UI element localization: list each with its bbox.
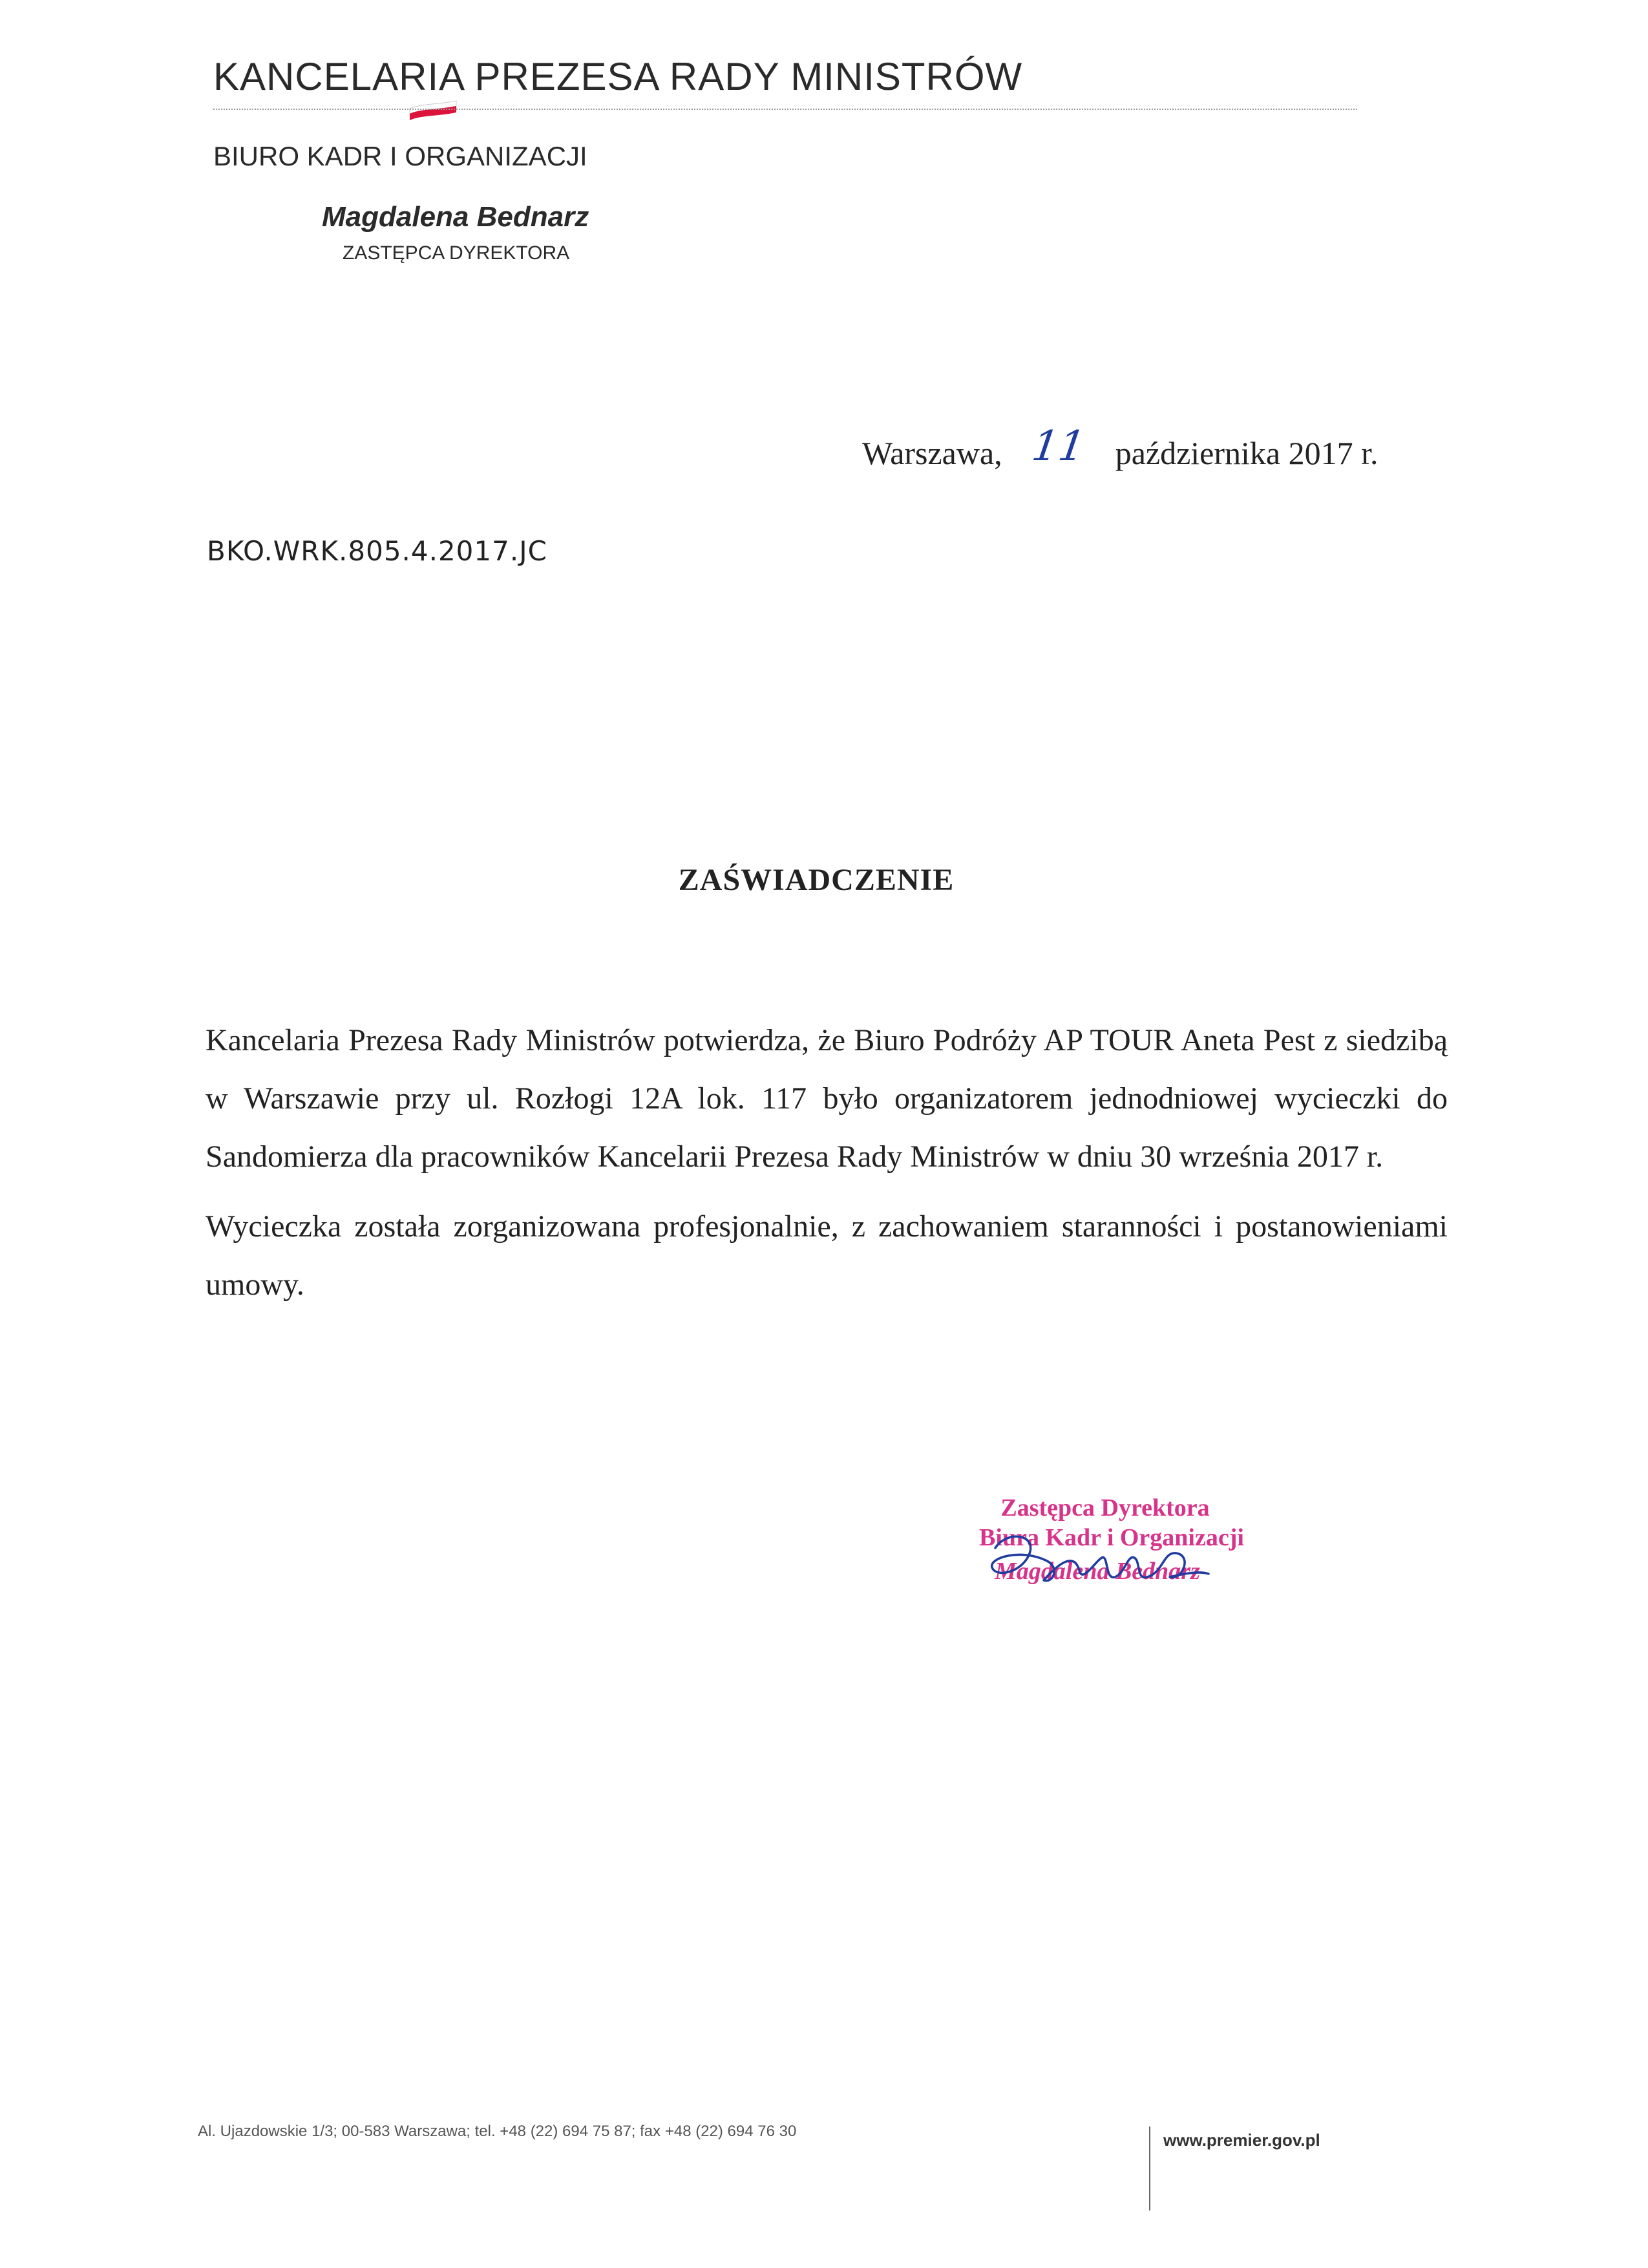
stamp-line-1: Zastępca Dyrektora [1000,1494,1210,1521]
stamp-line-3: Magdalena Bednarz [995,1558,1200,1585]
signatory-name: Magdalena Bednarz [322,201,589,233]
handwritten-signature-icon [969,1522,1228,1600]
document-body [206,1012,1448,1314]
date-line [862,423,1379,474]
stamp-line-2: Biura Kadr i Organizacji [979,1524,1244,1551]
bureau-name: BIURO KADR I ORGANIZACJI [213,141,587,171]
footer-address: Al. Ujazdowskie 1/3; 00-583 Warszawa; tel. +48 (22) 694 75 87; fax +48 (22) 694 76 30 [198,2123,797,2140]
signatory-title: ZASTĘPCA DYREKTORA [343,242,570,264]
document-title-text: ZAŚWIADCZENIE [678,863,955,897]
date-city: Warszawa, [862,435,1002,471]
organization-name: KANCELARIA PREZESA RADY MINISTRÓW [213,55,1023,98]
polish-flag-icon [407,98,459,124]
footer-divider [1149,2126,1150,2210]
header-divider [213,109,1357,110]
body-paragraph-1: Kancelaria Prezesa Rady Ministrów potwierdza, że Biuro Podróży AP TOUR Aneta Pest z siedzibą w Warszawie przy ul. Rozłogi 12A lok. 117 było organizatorem jednodniowej wycieczki do Sandomierza dla pracowników Kancelarii Prezesa Rady Ministrów w dniu 30 września 2017 r. [206,1023,1448,1174]
body-paragraph-2: Wycieczka została zorganizowana profesjonalnie, z zachowaniem staranności i postanowieniami umowy. [206,1209,1448,1302]
document-title [0,862,1648,898]
reference-number: BKO.WRK.805.4.2017.JC [207,535,547,567]
date-day-handwritten: 11 [1029,423,1089,471]
footer-website-link[interactable]: www.premier.gov.pl [1163,2130,1320,2150]
date-month-year: października 2017 r. [1115,435,1379,471]
